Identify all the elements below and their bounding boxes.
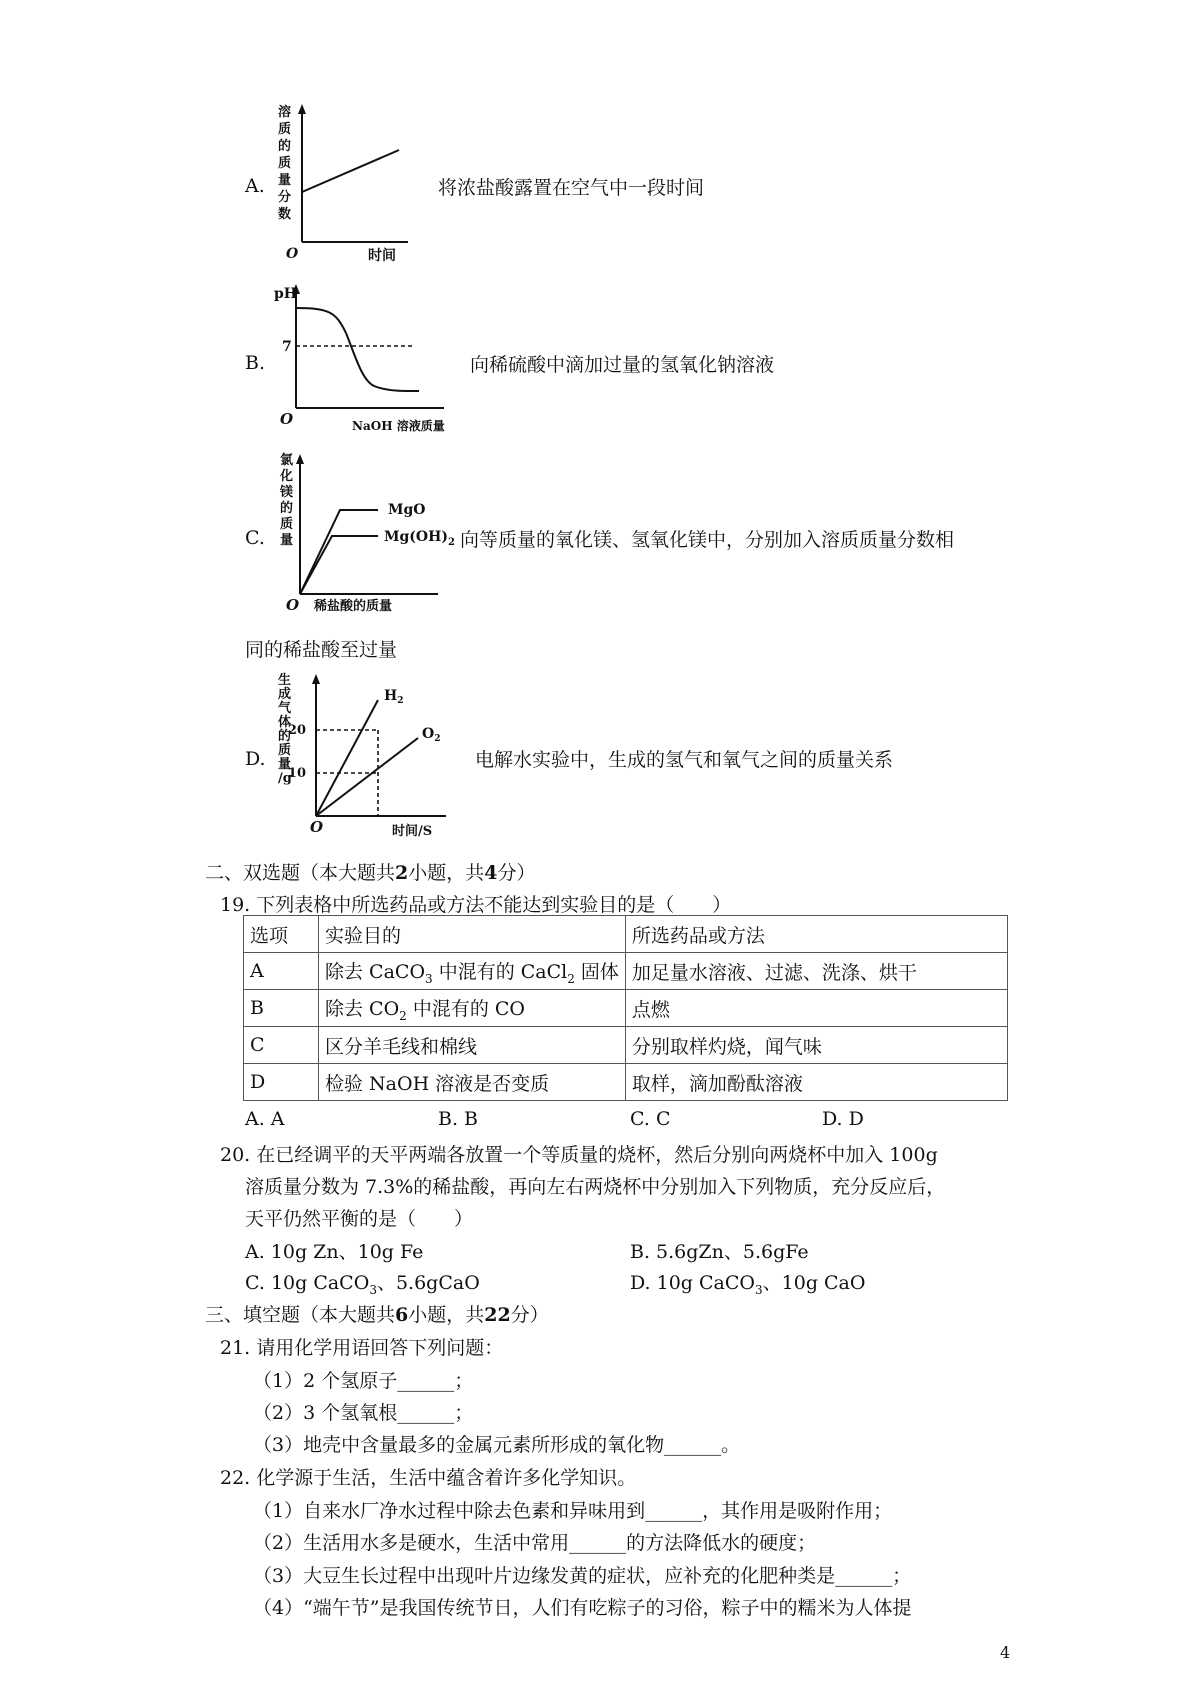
ylabel-char: 气 [278,701,292,716]
graph-a-xlabel: 时间 [368,248,396,264]
ylabel-char: 氯 [280,453,294,468]
q20-choice-d: D. 10g CaCO$_3$、10g CaO [630,1272,866,1297]
graph-c-ylabel [279,452,293,548]
graph-b [274,278,484,443]
q19-choice-a: A. A [245,1108,285,1130]
option-b-letter: B. [245,352,266,374]
q19-choice-d: D. D [822,1108,864,1130]
q22-stem: 22. 化学源于生活，生活中蕴含着许多化学知识。 [220,1467,637,1489]
row-method: 取样，滴加酚酞溶液 [625,1064,1007,1101]
q21-stem: 21. 请用化学用语回答下列问题： [220,1337,504,1359]
ylabel-char: 溶 [278,105,292,120]
q20-line3: 天平仍然平衡的是（ ） [245,1208,474,1230]
graph-c [278,448,458,623]
row-method: 加足量水溶液、过滤、洗涤、烘干 [625,953,1007,990]
option-b-text: 向稀硫酸中滴加过量的氢氧化钠溶液 [470,354,775,376]
graph-d-origin: O [310,818,324,836]
table-header-row [244,916,1008,953]
graph-b-tick-7: 7 [282,339,292,355]
graph-c-xlabel: 稀盐酸的质量 [314,599,393,614]
row-goal: 区分羊毛线和棉线 [319,1027,626,1064]
q20-choice-c: C. 10g CaCO$_3$、5.6gCaO [245,1272,480,1297]
graph-a-ylabel [278,104,291,222]
ylabel-char: 的 [280,501,294,516]
ylabel-char: 质 [278,743,292,758]
graph-c-y-arrow [296,454,304,464]
q20-line1: 20. 在已经调平的天平两端各放置一个等质量的烧杯，然后分别向两烧杯中加入 100g [220,1144,938,1166]
row-option: B [244,990,319,1027]
graph-d-o2-label: $O_2$ [422,726,441,744]
ylabel-char: 成 [278,687,292,702]
ylabel-char: 量 [278,757,292,772]
graph-c-series1-label: MgO [388,502,426,518]
option-c-text-line1: 向等质量的氧化镁、氢氧化镁中，分别加入溶质质量分数相 [460,529,955,551]
graph-c-mgoh2-line [300,536,378,594]
q22-item-1: （1）自来水厂净水过程中除去色素和异味用到______，其作用是吸附作用； [253,1500,893,1522]
header-option: 选项 [244,916,319,953]
q21-item-3: （3）地壳中含量最多的金属元素所形成的氧化物______。 [253,1434,741,1456]
section-2-heading: 二、双选题（本大题共2小题，共4分） [205,862,536,884]
table-row [244,990,1008,1027]
row-option: D [244,1064,319,1101]
graph-a-origin: O [286,246,299,262]
q19-table [243,915,1008,1101]
graph-c-series2-label: $Mg(OH)_2$ [384,529,455,548]
ylabel-char: 质 [280,517,294,532]
q19-choice-c: C. C [630,1108,671,1130]
graph-a-line [302,150,399,192]
graph-a-y-arrow [298,104,306,114]
row-goal: 除去 $CO_2$ 中混有的 CO [319,990,626,1027]
ylabel-char: 体 [278,715,292,730]
table-row [244,953,1008,990]
q22-item-2: （2）生活用水多是硬水，生活中常用______的方法降低水的硬度； [253,1532,817,1554]
option-d-text: 电解水实验中，生成的氢气和氧气之间的质量关系 [475,749,894,771]
graph-d-svg [276,670,456,840]
table-row [244,1027,1008,1064]
graph-b-curve [296,308,419,391]
row-option: C [244,1027,319,1064]
option-d-letter: D. [245,748,266,770]
q21-item-2: （2）3 个氢氧根______； [253,1402,474,1424]
row-goal: 除去 CaCO$_3$ 中混有的 CaCl$_2$ 固体 [319,953,626,990]
ylabel-char: 分 [278,190,292,205]
ylabel-char: 的 [278,729,292,744]
graph-b-xlabel: NaOH 溶液质量 [352,419,445,433]
graph-d-o2-line [316,738,418,816]
ylabel-char: 质 [278,122,292,137]
q22-item-3: （3）大豆生长过程中出现叶片边缘发黄的症状，应补充的化肥种类是______； [253,1565,912,1587]
table-row [244,1064,1008,1101]
graph-a [268,100,448,275]
graph-d [276,670,456,845]
page-number: 4 [1000,1643,1011,1662]
q21-item-1: （1）2 个氢原子______； [253,1370,474,1392]
q20-choice-a: A. 10g Zn、10g Fe [245,1241,424,1263]
graph-d-h2-line [316,700,378,816]
q19-choice-b: B. B [438,1108,479,1130]
graph-d-xlabel: 时间/S [392,824,433,839]
graph-c-svg [278,448,458,618]
graph-b-origin: O [280,410,294,428]
section-3-heading: 三、填空题（本大题共6小题，共22分） [205,1304,549,1326]
ylabel-char: 化 [280,469,294,484]
ylabel-char: 量 [278,173,292,188]
option-a-text: 将浓盐酸露置在空气中一段时间 [438,177,705,199]
row-method: 点燃 [625,990,1007,1027]
header-goal: 实验目的 [319,916,626,953]
graph-d-y-arrow [312,674,320,684]
q20-line2: 溶质量分数为 7.3%的稀盐酸，再向左右两烧杯中分别加入下列物质，充分反应后， [245,1176,946,1198]
option-c-letter: C. [245,527,265,549]
ylabel-char: 的 [278,139,292,154]
graph-b-ylabel: pH [274,286,298,302]
graph-c-origin: O [286,596,300,614]
ylabel-char: 量 [280,533,294,548]
ylabel-char: 质 [278,156,292,171]
ylabel-char: /g [278,771,292,786]
graph-c-mgo-line [300,510,378,594]
graph-d-tick-10: 10 [287,766,306,781]
option-a-letter: A. [245,175,265,197]
ylabel-char: 镁 [280,485,294,500]
row-method: 分别取样灼烧，闻气味 [625,1027,1007,1064]
option-c-text-line2: 同的稀盐酸至过量 [245,639,398,661]
row-option: A [244,953,319,990]
graph-d-tick-20: 20 [287,723,306,738]
header-method: 所选药品或方法 [625,916,1007,953]
row-goal: 检验 NaOH 溶液是否变质 [319,1064,626,1101]
ylabel-char: 生 [278,673,292,688]
ylabel-char: 数 [278,207,292,222]
q19-stem: 19. 下列表格中所选药品或方法不能达到实验目的是（ ） [220,894,732,916]
graph-a-svg [268,100,448,270]
graph-d-h2-label: $H_2$ [384,688,404,706]
q22-item-4: （4）“端午节”是我国传统节日，人们有吃粽子的习俗，粽子中的糯米为人体提 [253,1597,912,1619]
q20-choice-b: B. 5.6gZn、5.6gFe [630,1241,809,1263]
graph-b-svg [274,278,484,438]
